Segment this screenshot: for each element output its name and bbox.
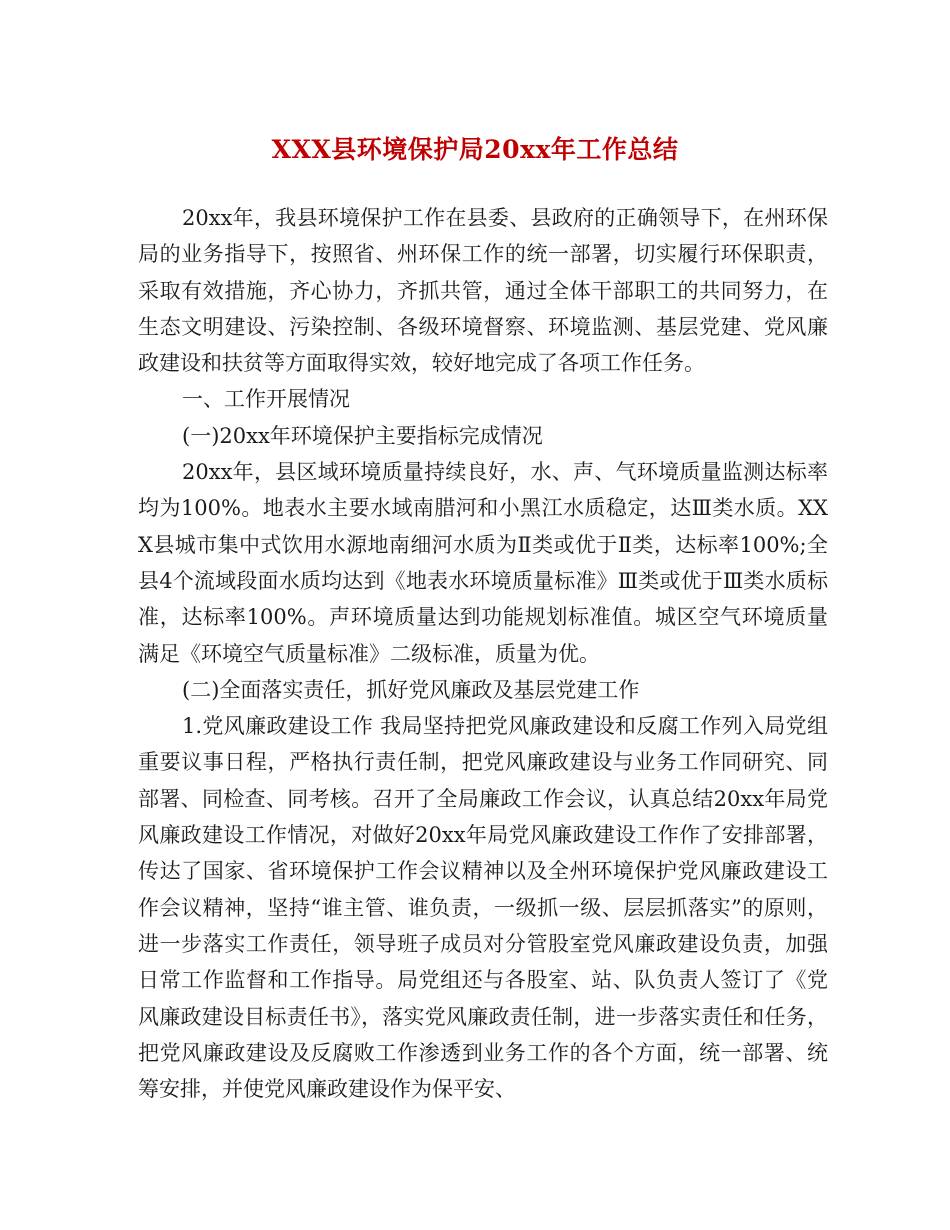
paragraph-environment-quality: 20xx年，县区域环境质量持续良好，水、声、气环境质量监测达标率均为100%。地表水主要水域南腊河和小黑江水质稳定，达Ⅲ类水质。XXX县城市集中式饮用水源地南细河水质为Ⅱ类或优于Ⅱ类，达标率100%;全县4个流域段面水质均达到《地表水环境质量标准》Ⅲ类或优于Ⅲ类水质标准，达标率100%。声环境质量达到功能规划标准值。城区空气环境质量满足《环境空气质量标准》二级标准，质量为优。	[138, 460, 828, 666]
paragraph-integrity-work: 1.党风廉政建设工作 我局坚持把党风廉政建设和反腐工作列入局党组重要议事日程，严格执行责任制，把党风廉政建设与业务工作同研究、同部署、同检查、同考核。召开了全局廉政工作会议，认真总结20xx年局党风廉政建设工作情况，对做好20xx年局党风廉政建设工作作了安排部署，传达了国家、省环境保护工作会议精神以及全州环境保护党风廉政建设工作会议精神，坚持“谁主管、谁负责，一级抓一级、层层抓落实”的原则，进一步落实工作责任，领导班子成员对分管股室党风廉政建设负责，加强日常工作监督和工作指导。局党组还与各股室、站、队负责人签订了《党风廉政建设目标责任书》，落实党风廉政责任制，进一步落实责任和任务，把党风廉政建设及反腐败工作渗透到业务工作的各个方面，统一部署、统筹安排，并使党风廉政建设作为保平安、	[138, 714, 828, 1102]
document-title: XXX县环境保护局20xx年工作总结	[271, 135, 679, 164]
section-heading-work-status: 一、工作开展情况	[182, 387, 350, 412]
subsection-heading-indicators: (一)20xx年环境保护主要指标完成情况	[182, 423, 543, 448]
subsection-heading-party-building: (二)全面落实责任，抓好党风廉政及基层党建工作	[182, 677, 640, 702]
document-body	[138, 200, 828, 1107]
paragraph-intro: 20xx年，我县环境保护工作在县委、县政府的正确领导下，在州环保局的业务指导下，按照省、州环保工作的统一部署，切实履行环保职责，采取有效措施，齐心协力，齐抓共管，通过全体干部职工的共同努力，在生态文明建设、污染控制、各级环境督察、环境监测、基层党建、党风廉政建设和扶贫等方面取得实效，较好地完成了各项工作任务。	[138, 206, 828, 376]
